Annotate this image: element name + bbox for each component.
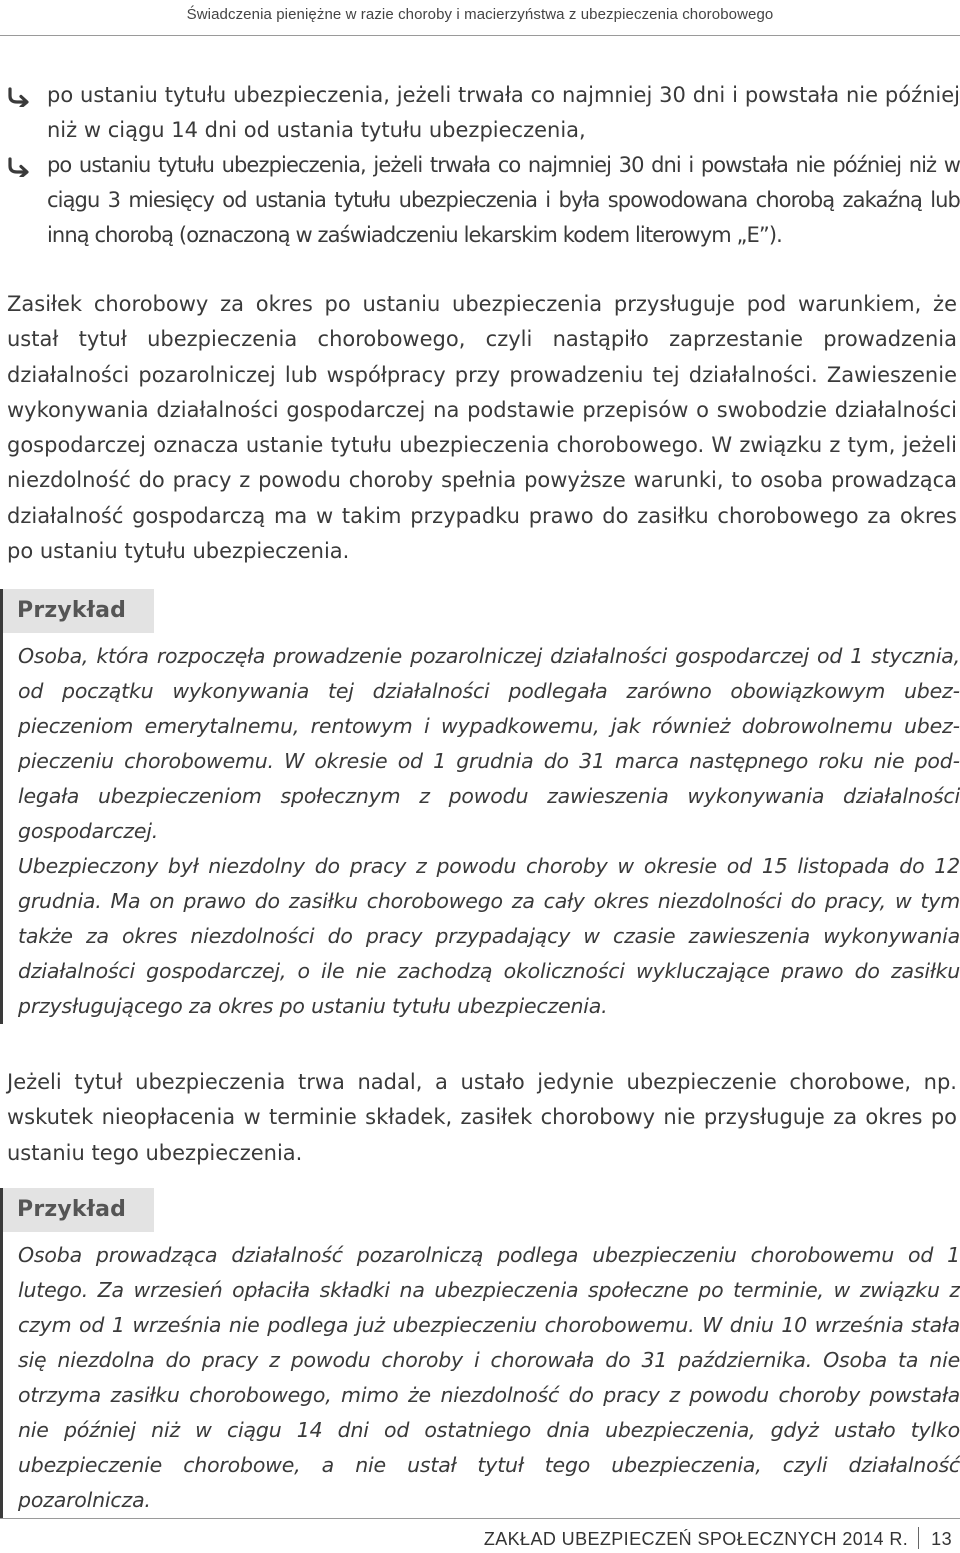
body-paragraph: Zasiłek chorobowy za okres po ustaniu ubezpieczenia przysługuje pod warunkiem, że ustał tytuł ubezpieczenia chorobowego, czyli nastąpiło zaprzestanie prowadzenia działalności pozarolniczej lub współpracy przy prowadzeniu tej działalności. Zawieszenie wykonywania działalności gospodarczej na podstawie przepisów o swobodzie działalności gospodarczej oznacza ustanie tytułu ubezpieczenia chorobowego. W związku z tym, jeżeli niezdolność do pracy z powodu choroby spełnia powyższe warunki, to osoba prowadząca działalność gospodarczą ma w takim przypadku prawo do zasiłku chorobowego za okres po ustaniu tytułu ubezpieczenia. — [7, 292, 957, 564]
running-header: Świadczenia pieniężne w razie choroby i macierzyństwa z ubezpieczenia chorobowego — [186, 6, 774, 23]
footer-separator — [918, 1527, 919, 1549]
example-paragraph: Osoba, która rozpoczęła prowadzenie pozarolniczej działalności gospodarczej od 1 stycznia, od początku wykonywania tej działalności podlegała zarówno obowiązkowym ubezpieczeniom emerytalnemu, rentowym i wypadkowemu, jak również dobrowolnemu ubezpieczeniu chorobowemu. W okresie od 1 grudnia do 31 marca następnego roku nie podlegała ubezpieczeniom społecznym z powodu zawieszenia wykonywania działalności gospodarczej. — [18, 644, 960, 843]
curved-arrow-right-icon — [6, 155, 32, 177]
header-divider — [0, 35, 960, 36]
bullet-text: po ustaniu tytułu ubezpieczenia, jeżeli trwała co najmniej 30 dni i powstała nie później niż w ciągu 14 dni od ustania tytułu ubezpieczenia, — [47, 83, 960, 142]
page-footer — [484, 1527, 952, 1550]
bullet-list — [0, 78, 960, 253]
example-label: Przykład — [3, 1188, 154, 1232]
bullet-item — [0, 148, 960, 253]
body-paragraph: Jeżeli tytuł ubezpieczenia trwa nadal, a ustało jedynie ubezpieczenie chorobowe, np. wskutek nieopłacenia w terminie składek, zasiłek chorobowy nie przysługuje za okres po ustaniu tego ubezpieczenia. — [7, 1070, 957, 1165]
page-number: 13 — [931, 1529, 952, 1549]
example-box — [0, 589, 960, 1024]
example-box — [0, 1188, 960, 1518]
footer-publisher: ZAKŁAD UBEZPIECZEŃ SPOŁECZNYCH 2014 R. — [483, 1529, 909, 1549]
example-paragraph: Ubezpieczony był niezdolny do pracy z powodu choroby w okresie od 15 listopada do 12 grudnia. Ma on prawo do zasiłku chorobowego za cały okres niezdolności do pracy, w tym także za okres niezdolności do pracy przypadający w czasie zawieszenia wykonywania działalności gospodarczej, o ile nie zachodzą okoliczności wykluczające prawo do zasiłku przysługującego za okres po ustaniu tytułu ubezpieczenia. — [18, 854, 960, 1018]
example-text — [18, 1238, 960, 1518]
example-label: Przykład — [3, 589, 154, 633]
example-paragraph: Osoba prowadząca działalność pozarolniczą podlega ubezpieczeniu chorobowemu od 1 lutego. Za wrzesień opłaciła składki na ubezpieczenia społeczne po terminie, w związku z czym od 1 września nie podlega już ubezpieczeniu chorobowemu. W dniu 10 września stała się niezdolna do pracy z powodu choroby i chorowała do 31 października. Osoba ta nie otrzyma zasiłku chorobowego, mimo że niezdolność do pracy z powodu choroby powstała nie później niż w ciągu 14 dni od ostatniego dnia ubezpieczenia, gdyż ustało tylko ubezpieczenie chorobowe, a nie ustał tytuł tego ubezpieczenia, czyli działalność pozarolnicza. — [18, 1243, 960, 1512]
curved-arrow-right-icon — [6, 85, 32, 107]
bullet-item — [0, 78, 960, 148]
footer-divider — [0, 1518, 960, 1519]
example-text — [18, 639, 960, 1024]
bullet-text: po ustaniu tytułu ubezpieczenia, jeżeli trwała co najmniej 30 dni i powstała nie później niż w ciągu 3 miesięcy od ustania tytułu ubezpieczenia i była spowodowana chorobą zakaźną lub inną chorobą (oznaczoną w zaświadczeniu lekarskim kodem literowym „E”). — [47, 153, 960, 247]
